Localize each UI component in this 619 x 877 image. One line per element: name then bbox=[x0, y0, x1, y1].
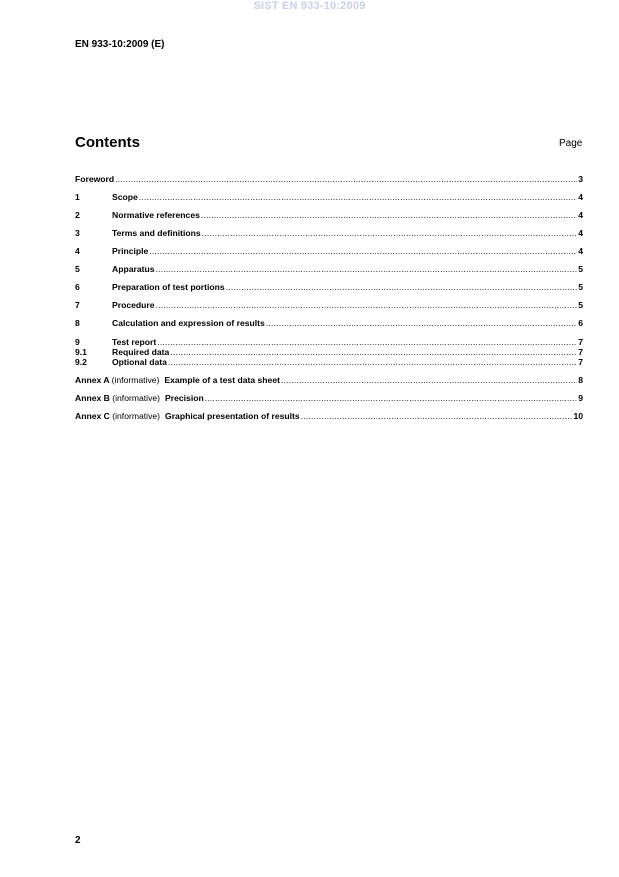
annex-prefix bbox=[75, 393, 160, 403]
annex-label: Annex B bbox=[75, 393, 110, 403]
toc-entry-page: 10 bbox=[573, 411, 583, 421]
document-id: EN 933-10:2009 (E) bbox=[75, 39, 165, 50]
toc-entry-preparation-of-test-portions[interactable] bbox=[75, 282, 583, 292]
annex-qualifier: (informative) bbox=[112, 393, 161, 403]
leader-dots bbox=[202, 228, 578, 238]
toc-entry-title: Required data bbox=[112, 347, 170, 357]
toc-entry-page: 4 bbox=[578, 210, 583, 220]
toc-entry-title: Terms and definitions bbox=[112, 228, 201, 238]
leader-dots bbox=[201, 210, 577, 220]
leader-dots bbox=[226, 282, 578, 292]
page-column-label: Page bbox=[559, 138, 583, 149]
toc-entry-terms-and-definitions[interactable] bbox=[75, 228, 583, 238]
leader-dots bbox=[157, 337, 577, 347]
toc-entry-number: 9.2 bbox=[75, 357, 87, 367]
annex-qualifier: (informative) bbox=[112, 411, 161, 421]
toc-entry-title: Foreword bbox=[75, 174, 115, 184]
toc-entry-number: 9 bbox=[75, 337, 80, 347]
toc-entry-title: Normative references bbox=[112, 210, 200, 220]
toc-entry-foreword[interactable] bbox=[75, 174, 583, 184]
toc-entry-scope[interactable] bbox=[75, 192, 583, 202]
annex-prefix bbox=[75, 411, 160, 421]
toc-entry-title: Procedure bbox=[112, 300, 155, 310]
toc-entry-title: Principle bbox=[112, 246, 149, 256]
toc-entry-calculation-and-expression-of-results[interactable] bbox=[75, 318, 583, 328]
toc-entry-page: 5 bbox=[578, 282, 583, 292]
leader-dots bbox=[205, 393, 578, 403]
leader-dots bbox=[139, 192, 577, 202]
leader-dots bbox=[281, 375, 577, 385]
leader-dots bbox=[156, 300, 578, 310]
toc-entry-title: Apparatus bbox=[112, 264, 155, 274]
toc-entry-page: 9 bbox=[578, 393, 583, 403]
toc-entry-title: Graphical presentation of results bbox=[165, 411, 300, 421]
toc-entry-page: 7 bbox=[578, 357, 583, 367]
table-of-contents bbox=[75, 0, 583, 877]
leader-dots bbox=[156, 264, 578, 274]
leader-dots bbox=[115, 174, 577, 184]
toc-entry-title: Calculation and expression of results bbox=[112, 318, 265, 328]
annex-label: Annex A bbox=[75, 375, 110, 385]
toc-entry-apparatus[interactable] bbox=[75, 264, 583, 274]
toc-entry-title: Precision bbox=[165, 393, 204, 403]
watermark: SIST EN 933-10:2009 bbox=[253, 0, 366, 12]
footer-page-number: 2 bbox=[75, 835, 81, 846]
toc-entry-page: 3 bbox=[578, 174, 583, 184]
leader-dots bbox=[149, 246, 577, 256]
toc-entry-number: 7 bbox=[75, 300, 80, 310]
toc-entry-annex-b[interactable] bbox=[75, 393, 583, 403]
toc-entry-required-data[interactable] bbox=[75, 347, 583, 357]
annex-label: Annex C bbox=[75, 411, 110, 421]
toc-entry-test-report[interactable] bbox=[75, 337, 583, 347]
toc-entry-title: Scope bbox=[112, 192, 138, 202]
toc-entry-page: 8 bbox=[578, 375, 583, 385]
toc-entry-principle[interactable] bbox=[75, 246, 583, 256]
toc-entry-title: Optional data bbox=[112, 357, 167, 367]
leader-dots bbox=[168, 357, 577, 367]
toc-entry-page: 4 bbox=[578, 228, 583, 238]
toc-entry-title: Preparation of test portions bbox=[112, 282, 225, 292]
annex-qualifier: (informative) bbox=[111, 375, 160, 385]
toc-entry-title: Test report bbox=[112, 337, 157, 347]
toc-entry-number: 4 bbox=[75, 246, 80, 256]
toc-entry-number: 8 bbox=[75, 318, 80, 328]
toc-entry-number: 9.1 bbox=[75, 347, 87, 357]
toc-entry-number: 1 bbox=[75, 192, 80, 202]
toc-entry-annex-c[interactable] bbox=[75, 411, 583, 421]
toc-entry-page: 4 bbox=[578, 246, 583, 256]
toc-entry-number: 5 bbox=[75, 264, 80, 274]
annex-prefix bbox=[75, 375, 159, 385]
toc-entry-number: 3 bbox=[75, 228, 80, 238]
toc-entry-optional-data[interactable] bbox=[75, 357, 583, 367]
leader-dots bbox=[266, 318, 577, 328]
toc-entry-page: 7 bbox=[578, 347, 583, 357]
toc-entry-normative-references[interactable] bbox=[75, 210, 583, 220]
contents-heading: Contents bbox=[75, 134, 140, 151]
toc-entry-page: 5 bbox=[578, 264, 583, 274]
leader-dots bbox=[170, 347, 577, 357]
toc-entry-page: 4 bbox=[578, 192, 583, 202]
toc-entry-page: 5 bbox=[578, 300, 583, 310]
toc-entry-procedure[interactable] bbox=[75, 300, 583, 310]
toc-entry-page: 6 bbox=[578, 318, 583, 328]
toc-entry-number: 6 bbox=[75, 282, 80, 292]
toc-entry-title: Example of a test data sheet bbox=[164, 375, 280, 385]
leader-dots bbox=[301, 411, 573, 421]
toc-entry-number: 2 bbox=[75, 210, 80, 220]
toc-entry-annex-a[interactable] bbox=[75, 375, 583, 385]
toc-entry-page: 7 bbox=[578, 337, 583, 347]
